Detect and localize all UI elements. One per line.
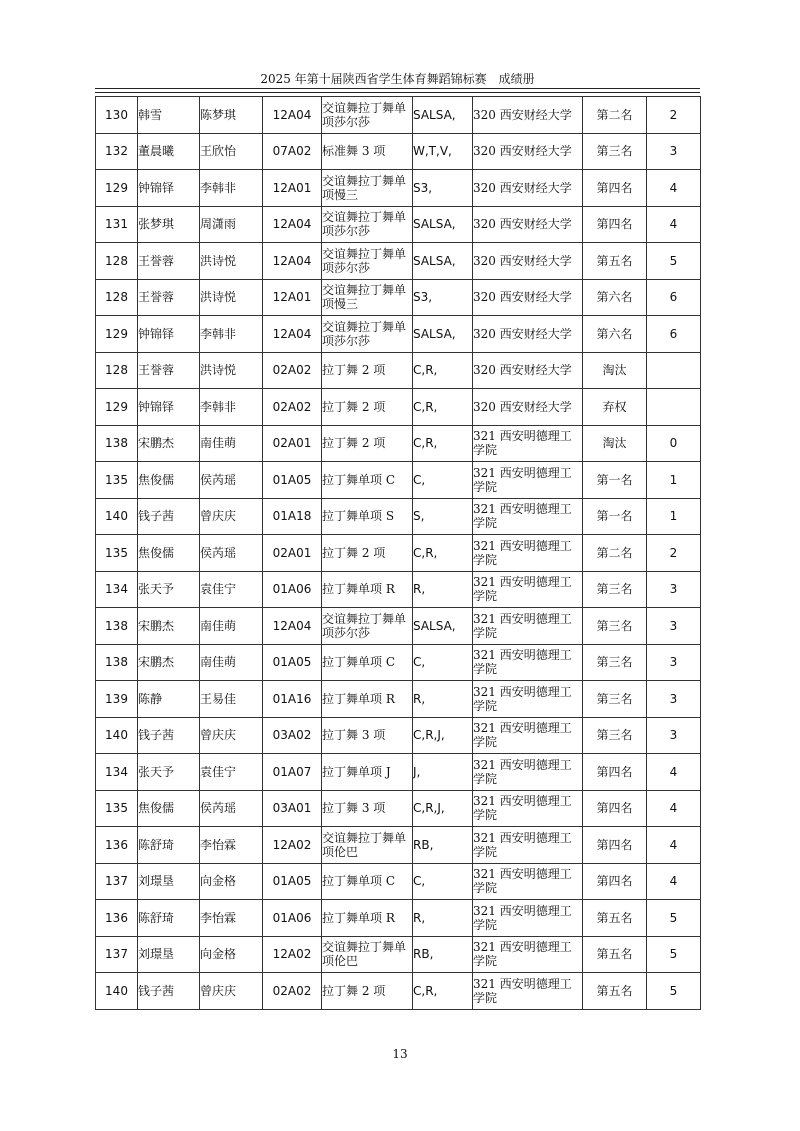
entry-number-cell: 134 xyxy=(96,754,138,791)
school-cell: 320 西安财经大学 xyxy=(473,133,583,170)
score-cell: 2 xyxy=(647,535,701,572)
table-row xyxy=(96,498,701,535)
dances-cell: SALSA, xyxy=(413,97,473,134)
entry-number-cell: 134 xyxy=(96,571,138,608)
table-row xyxy=(96,243,701,280)
table-row xyxy=(96,644,701,681)
partner2-name-cell: 李怡霖 xyxy=(200,827,263,864)
table-row xyxy=(96,170,701,207)
dances-cell: C,R,J, xyxy=(413,790,473,827)
event-code-cell: 02A02 xyxy=(263,973,322,1010)
school-cell: 320 西安财经大学 xyxy=(473,279,583,316)
entry-number-cell: 129 xyxy=(96,389,138,426)
table-row xyxy=(96,352,701,389)
rank-cell: 淘汰 xyxy=(583,352,647,389)
event-code-cell: 03A01 xyxy=(263,790,322,827)
rank-cell: 第四名 xyxy=(583,206,647,243)
school-cell: 321 西安明德理工学院 xyxy=(473,790,583,827)
event-name-cell: 拉丁舞单项 R xyxy=(322,681,413,718)
event-name-cell: 拉丁舞 2 项 xyxy=(322,425,413,462)
event-code-cell: 01A07 xyxy=(263,754,322,791)
event-code-cell: 12A02 xyxy=(263,936,322,973)
event-name-cell: 交谊舞拉丁舞单项伦巴 xyxy=(322,827,413,864)
partner1-name-cell: 钟锦铎 xyxy=(138,316,200,353)
entry-number-cell: 128 xyxy=(96,279,138,316)
score-cell: 2 xyxy=(647,97,701,134)
table-row xyxy=(96,608,701,645)
rank-cell: 第六名 xyxy=(583,279,647,316)
event-name-cell: 拉丁舞 2 项 xyxy=(322,352,413,389)
partner2-name-cell: 侯芮瑶 xyxy=(200,462,263,499)
score-cell: 5 xyxy=(647,243,701,280)
school-cell: 321 西安明德理工学院 xyxy=(473,571,583,608)
entry-number-cell: 131 xyxy=(96,206,138,243)
school-cell: 321 西安明德理工学院 xyxy=(473,535,583,572)
partner1-name-cell: 陈舒琦 xyxy=(138,827,200,864)
table-row xyxy=(96,681,701,718)
event-name-cell: 拉丁舞 3 项 xyxy=(322,717,413,754)
partner1-name-cell: 钱子茜 xyxy=(138,498,200,535)
rank-cell: 第二名 xyxy=(583,97,647,134)
entry-number-cell: 129 xyxy=(96,316,138,353)
event-name-cell: 拉丁舞单项 R xyxy=(322,900,413,937)
partner2-name-cell: 王易佳 xyxy=(200,681,263,718)
event-code-cell: 03A02 xyxy=(263,717,322,754)
partner2-name-cell: 陈梦琪 xyxy=(200,97,263,134)
rank-cell: 第三名 xyxy=(583,644,647,681)
rank-cell: 第一名 xyxy=(583,462,647,499)
school-cell: 321 西安明德理工学院 xyxy=(473,863,583,900)
dances-cell: C,R, xyxy=(413,973,473,1010)
partner1-name-cell: 王誉蓉 xyxy=(138,279,200,316)
partner2-name-cell: 李韩非 xyxy=(200,316,263,353)
table-row xyxy=(96,973,701,1010)
rank-cell: 第四名 xyxy=(583,827,647,864)
event-code-cell: 12A04 xyxy=(263,97,322,134)
rank-cell: 第六名 xyxy=(583,316,647,353)
event-code-cell: 02A01 xyxy=(263,535,322,572)
partner1-name-cell: 钟锦铎 xyxy=(138,389,200,426)
entry-number-cell: 139 xyxy=(96,681,138,718)
school-cell: 320 西安财经大学 xyxy=(473,170,583,207)
entry-number-cell: 137 xyxy=(96,863,138,900)
partner2-name-cell: 侯芮瑶 xyxy=(200,535,263,572)
partner1-name-cell: 焦俊儒 xyxy=(138,462,200,499)
dances-cell: R, xyxy=(413,571,473,608)
event-name-cell: 拉丁舞单项 C xyxy=(322,462,413,499)
score-cell: 3 xyxy=(647,608,701,645)
entry-number-cell: 137 xyxy=(96,936,138,973)
dances-cell: RB, xyxy=(413,827,473,864)
score-cell: 4 xyxy=(647,754,701,791)
rank-cell: 第三名 xyxy=(583,608,647,645)
partner2-name-cell: 向金格 xyxy=(200,936,263,973)
partner1-name-cell: 王誉蓉 xyxy=(138,243,200,280)
entry-number-cell: 140 xyxy=(96,973,138,1010)
score-cell: 6 xyxy=(647,279,701,316)
entry-number-cell: 135 xyxy=(96,462,138,499)
score-cell: 4 xyxy=(647,206,701,243)
event-name-cell: 交谊舞拉丁舞单项慢三 xyxy=(322,170,413,207)
score-cell: 3 xyxy=(647,133,701,170)
school-cell: 320 西安财经大学 xyxy=(473,352,583,389)
event-code-cell: 01A16 xyxy=(263,681,322,718)
score-cell: 4 xyxy=(647,863,701,900)
partner1-name-cell: 董晨曦 xyxy=(138,133,200,170)
partner1-name-cell: 张天予 xyxy=(138,754,200,791)
entry-number-cell: 129 xyxy=(96,170,138,207)
partner1-name-cell: 刘璟垦 xyxy=(138,936,200,973)
dances-cell: C, xyxy=(413,863,473,900)
rank-cell: 第三名 xyxy=(583,571,647,608)
rank-cell: 第四名 xyxy=(583,754,647,791)
event-code-cell: 02A02 xyxy=(263,389,322,426)
partner2-name-cell: 袁佳宁 xyxy=(200,754,263,791)
rank-cell: 第五名 xyxy=(583,243,647,280)
event-code-cell: 01A05 xyxy=(263,863,322,900)
school-cell: 321 西安明德理工学院 xyxy=(473,973,583,1010)
table-row xyxy=(96,316,701,353)
entry-number-cell: 140 xyxy=(96,498,138,535)
rank-cell: 第五名 xyxy=(583,973,647,1010)
event-name-cell: 交谊舞拉丁舞单项莎尔莎 xyxy=(322,206,413,243)
school-cell: 321 西安明德理工学院 xyxy=(473,681,583,718)
rank-cell: 第四名 xyxy=(583,170,647,207)
table-row xyxy=(96,389,701,426)
entry-number-cell: 138 xyxy=(96,644,138,681)
rank-cell: 第三名 xyxy=(583,681,647,718)
event-code-cell: 02A01 xyxy=(263,425,322,462)
dances-cell: RB, xyxy=(413,936,473,973)
dances-cell: SALSA, xyxy=(413,608,473,645)
partner2-name-cell: 洪诗悦 xyxy=(200,279,263,316)
event-name-cell: 交谊舞拉丁舞单项慢三 xyxy=(322,279,413,316)
score-cell: 5 xyxy=(647,936,701,973)
event-code-cell: 07A02 xyxy=(263,133,322,170)
entry-number-cell: 138 xyxy=(96,425,138,462)
score-cell: 1 xyxy=(647,462,701,499)
table-row xyxy=(96,936,701,973)
dances-cell: C, xyxy=(413,462,473,499)
partner1-name-cell: 王誉蓉 xyxy=(138,352,200,389)
rank-cell: 淘汰 xyxy=(583,425,647,462)
event-name-cell: 拉丁舞 3 项 xyxy=(322,790,413,827)
table-row xyxy=(96,717,701,754)
school-cell: 321 西安明德理工学院 xyxy=(473,644,583,681)
event-name-cell: 拉丁舞单项 J xyxy=(322,754,413,791)
partner1-name-cell: 宋鹏杰 xyxy=(138,425,200,462)
event-name-cell: 拉丁舞单项 S xyxy=(322,498,413,535)
school-cell: 320 西安财经大学 xyxy=(473,389,583,426)
event-code-cell: 02A02 xyxy=(263,352,322,389)
school-cell: 321 西安明德理工学院 xyxy=(473,608,583,645)
school-cell: 321 西安明德理工学院 xyxy=(473,936,583,973)
dances-cell: C,R, xyxy=(413,352,473,389)
partner1-name-cell: 焦俊儒 xyxy=(138,535,200,572)
partner2-name-cell: 洪诗悦 xyxy=(200,352,263,389)
partner1-name-cell: 钱子茜 xyxy=(138,973,200,1010)
score-cell: 3 xyxy=(647,717,701,754)
event-name-cell: 拉丁舞单项 R xyxy=(322,571,413,608)
table-row xyxy=(96,279,701,316)
rank-cell: 第四名 xyxy=(583,863,647,900)
partner1-name-cell: 陈舒琦 xyxy=(138,900,200,937)
partner1-name-cell: 张梦琪 xyxy=(138,206,200,243)
entry-number-cell: 136 xyxy=(96,827,138,864)
rank-cell: 第三名 xyxy=(583,133,647,170)
table-row xyxy=(96,827,701,864)
event-code-cell: 12A04 xyxy=(263,206,322,243)
partner2-name-cell: 南佳萌 xyxy=(200,644,263,681)
table-row xyxy=(96,462,701,499)
entry-number-cell: 128 xyxy=(96,352,138,389)
score-cell: 3 xyxy=(647,681,701,718)
partner2-name-cell: 向金格 xyxy=(200,863,263,900)
partner2-name-cell: 曾庆庆 xyxy=(200,973,263,1010)
table-row xyxy=(96,133,701,170)
partner2-name-cell: 南佳萌 xyxy=(200,425,263,462)
rank-cell: 弃权 xyxy=(583,389,647,426)
score-cell: 5 xyxy=(647,973,701,1010)
table-row xyxy=(96,425,701,462)
school-cell: 321 西安明德理工学院 xyxy=(473,827,583,864)
entry-number-cell: 136 xyxy=(96,900,138,937)
school-cell: 321 西安明德理工学院 xyxy=(473,498,583,535)
dances-cell: R, xyxy=(413,900,473,937)
dances-cell: S3, xyxy=(413,279,473,316)
table-row xyxy=(96,535,701,572)
event-code-cell: 12A01 xyxy=(263,170,322,207)
school-cell: 320 西安财经大学 xyxy=(473,316,583,353)
dances-cell: SALSA, xyxy=(413,206,473,243)
partner1-name-cell: 刘璟垦 xyxy=(138,863,200,900)
partner2-name-cell: 洪诗悦 xyxy=(200,243,263,280)
event-name-cell: 交谊舞拉丁舞单项莎尔莎 xyxy=(322,316,413,353)
school-cell: 320 西安财经大学 xyxy=(473,97,583,134)
partner2-name-cell: 周潇雨 xyxy=(200,206,263,243)
score-cell: 1 xyxy=(647,498,701,535)
dances-cell: C,R,J, xyxy=(413,717,473,754)
score-cell: 4 xyxy=(647,170,701,207)
partner1-name-cell: 焦俊儒 xyxy=(138,790,200,827)
entry-number-cell: 132 xyxy=(96,133,138,170)
entry-number-cell: 140 xyxy=(96,717,138,754)
event-name-cell: 标准舞 3 项 xyxy=(322,133,413,170)
header-rule-thin xyxy=(95,92,700,93)
rank-cell: 第二名 xyxy=(583,535,647,572)
school-cell: 320 西安财经大学 xyxy=(473,243,583,280)
score-cell xyxy=(647,352,701,389)
page-header-title: 2025 年第十届陕西省学生体育舞蹈锦标赛 成绩册 xyxy=(260,72,535,86)
event-code-cell: 12A04 xyxy=(263,243,322,280)
score-cell: 6 xyxy=(647,316,701,353)
score-cell: 3 xyxy=(647,571,701,608)
results-table xyxy=(95,96,701,1010)
rank-cell: 第五名 xyxy=(583,900,647,937)
event-code-cell: 01A06 xyxy=(263,571,322,608)
score-cell: 5 xyxy=(647,900,701,937)
event-name-cell: 交谊舞拉丁舞单项伦巴 xyxy=(322,936,413,973)
entry-number-cell: 135 xyxy=(96,535,138,572)
partner1-name-cell: 韩雪 xyxy=(138,97,200,134)
entry-number-cell: 130 xyxy=(96,97,138,134)
partner1-name-cell: 钱子茜 xyxy=(138,717,200,754)
event-code-cell: 01A06 xyxy=(263,900,322,937)
table-row xyxy=(96,97,701,134)
partner2-name-cell: 曾庆庆 xyxy=(200,717,263,754)
dances-cell: S3, xyxy=(413,170,473,207)
partner2-name-cell: 李韩非 xyxy=(200,389,263,426)
partner2-name-cell: 南佳萌 xyxy=(200,608,263,645)
school-cell: 321 西安明德理工学院 xyxy=(473,900,583,937)
dances-cell: SALSA, xyxy=(413,243,473,280)
rank-cell: 第四名 xyxy=(583,790,647,827)
partner2-name-cell: 袁佳宁 xyxy=(200,571,263,608)
score-cell xyxy=(647,389,701,426)
partner1-name-cell: 张天予 xyxy=(138,571,200,608)
score-cell: 3 xyxy=(647,644,701,681)
partner1-name-cell: 宋鹏杰 xyxy=(138,608,200,645)
dances-cell: C, xyxy=(413,644,473,681)
table-row xyxy=(96,571,701,608)
event-code-cell: 12A04 xyxy=(263,316,322,353)
table-row xyxy=(96,900,701,937)
entry-number-cell: 128 xyxy=(96,243,138,280)
score-cell: 4 xyxy=(647,827,701,864)
entry-number-cell: 138 xyxy=(96,608,138,645)
rank-cell: 第三名 xyxy=(583,717,647,754)
dances-cell: C,R, xyxy=(413,425,473,462)
event-name-cell: 交谊舞拉丁舞单项莎尔莎 xyxy=(322,608,413,645)
event-name-cell: 拉丁舞 2 项 xyxy=(322,973,413,1010)
school-cell: 321 西安明德理工学院 xyxy=(473,425,583,462)
score-cell: 4 xyxy=(647,790,701,827)
partner1-name-cell: 钟锦铎 xyxy=(138,170,200,207)
school-cell: 321 西安明德理工学院 xyxy=(473,462,583,499)
table-row xyxy=(96,863,701,900)
event-code-cell: 12A02 xyxy=(263,827,322,864)
dances-cell: S, xyxy=(413,498,473,535)
rank-cell: 第五名 xyxy=(583,936,647,973)
event-name-cell: 拉丁舞单项 C xyxy=(322,644,413,681)
rank-cell: 第一名 xyxy=(583,498,647,535)
page-number: 13 xyxy=(392,1047,408,1061)
event-name-cell: 拉丁舞 2 项 xyxy=(322,535,413,572)
table-row xyxy=(96,754,701,791)
event-name-cell: 拉丁舞单项 C xyxy=(322,863,413,900)
dances-cell: SALSA, xyxy=(413,316,473,353)
event-code-cell: 01A05 xyxy=(263,644,322,681)
partner2-name-cell: 侯芮瑶 xyxy=(200,790,263,827)
partner1-name-cell: 宋鹏杰 xyxy=(138,644,200,681)
entry-number-cell: 135 xyxy=(96,790,138,827)
event-name-cell: 拉丁舞 2 项 xyxy=(322,389,413,426)
dances-cell: C,R, xyxy=(413,535,473,572)
header-rule-thick xyxy=(95,88,700,89)
school-cell: 320 西安财经大学 xyxy=(473,206,583,243)
table-row xyxy=(96,206,701,243)
event-code-cell: 01A18 xyxy=(263,498,322,535)
dances-cell: J, xyxy=(413,754,473,791)
score-cell: 0 xyxy=(647,425,701,462)
dances-cell: R, xyxy=(413,681,473,718)
dances-cell: C,R, xyxy=(413,389,473,426)
school-cell: 321 西安明德理工学院 xyxy=(473,717,583,754)
partner2-name-cell: 李韩非 xyxy=(200,170,263,207)
partner1-name-cell: 陈静 xyxy=(138,681,200,718)
table-row xyxy=(96,790,701,827)
school-cell: 321 西安明德理工学院 xyxy=(473,754,583,791)
event-name-cell: 交谊舞拉丁舞单项莎尔莎 xyxy=(322,243,413,280)
event-code-cell: 12A04 xyxy=(263,608,322,645)
event-code-cell: 12A01 xyxy=(263,279,322,316)
event-name-cell: 交谊舞拉丁舞单项莎尔莎 xyxy=(322,97,413,134)
partner2-name-cell: 李怡霖 xyxy=(200,900,263,937)
partner2-name-cell: 王欣怡 xyxy=(200,133,263,170)
dances-cell: W,T,V, xyxy=(413,133,473,170)
partner2-name-cell: 曾庆庆 xyxy=(200,498,263,535)
results-table-body xyxy=(96,97,701,1010)
event-code-cell: 01A05 xyxy=(263,462,322,499)
